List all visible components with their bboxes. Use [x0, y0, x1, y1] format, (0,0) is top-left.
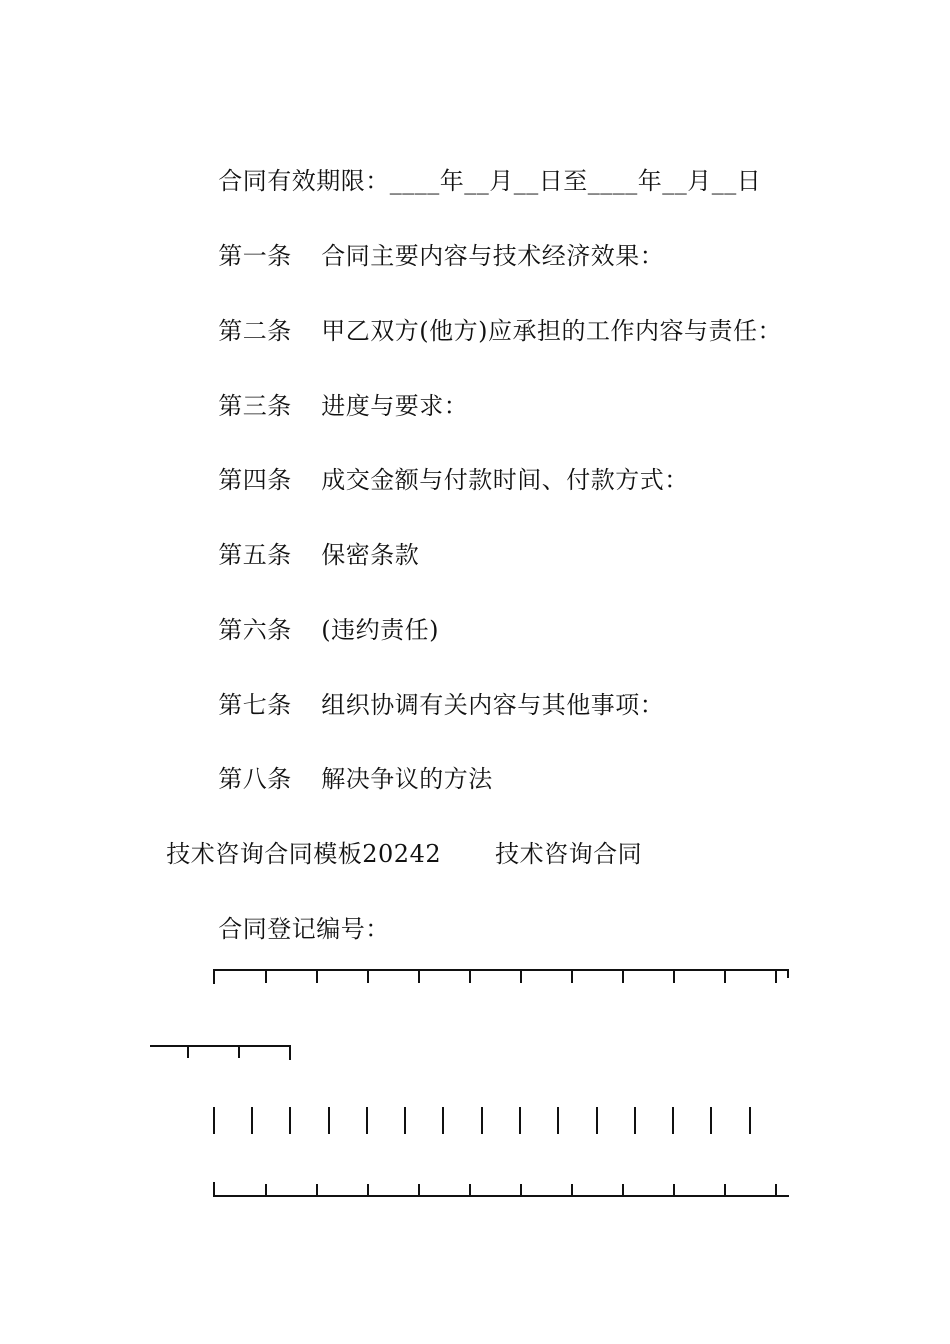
- article-number: 第一条: [218, 242, 292, 270]
- article-text: 合同主要内容与技术经济效果：: [321, 242, 665, 270]
- article-text: 进度与要求：: [321, 392, 469, 420]
- article-number: 第八条: [218, 765, 292, 793]
- article-3: [202, 361, 468, 421]
- article-text: 甲乙双方(他方)应承担的工作内容与责任：: [321, 317, 782, 345]
- article-6: [202, 585, 439, 645]
- article-1: [202, 211, 664, 271]
- template-subtitle: 技术咨询合同: [495, 840, 643, 868]
- article-7: [202, 660, 664, 720]
- contract-validity-line: [202, 136, 761, 196]
- article-text: 解决争议的方法: [321, 765, 493, 793]
- article-number: 第三条: [218, 392, 292, 420]
- article-number: 第二条: [218, 317, 292, 345]
- validity-label: 合同有效期限：: [218, 167, 390, 195]
- article-number: 第六条: [218, 616, 292, 644]
- article-2: [202, 286, 782, 346]
- article-number: 第四条: [218, 466, 292, 494]
- article-number: 第五条: [218, 541, 292, 569]
- article-text: 组织协调有关内容与其他事项：: [321, 691, 665, 719]
- article-4: [202, 435, 689, 495]
- article-text: 保密条款: [321, 541, 420, 569]
- template-title: 技术咨询合同模板20242: [166, 840, 442, 868]
- article-text: (违约责任): [321, 616, 439, 644]
- article-number: 第七条: [218, 691, 292, 719]
- article-text: 成交金额与付款时间、付款方式：: [321, 466, 689, 494]
- registration-number-label: 合同登记编号：: [218, 915, 390, 943]
- article-8: [202, 734, 493, 794]
- article-5: [202, 510, 419, 570]
- template-heading: [150, 809, 642, 869]
- validity-dates: ____年__月__日至____年__月__日: [389, 167, 762, 195]
